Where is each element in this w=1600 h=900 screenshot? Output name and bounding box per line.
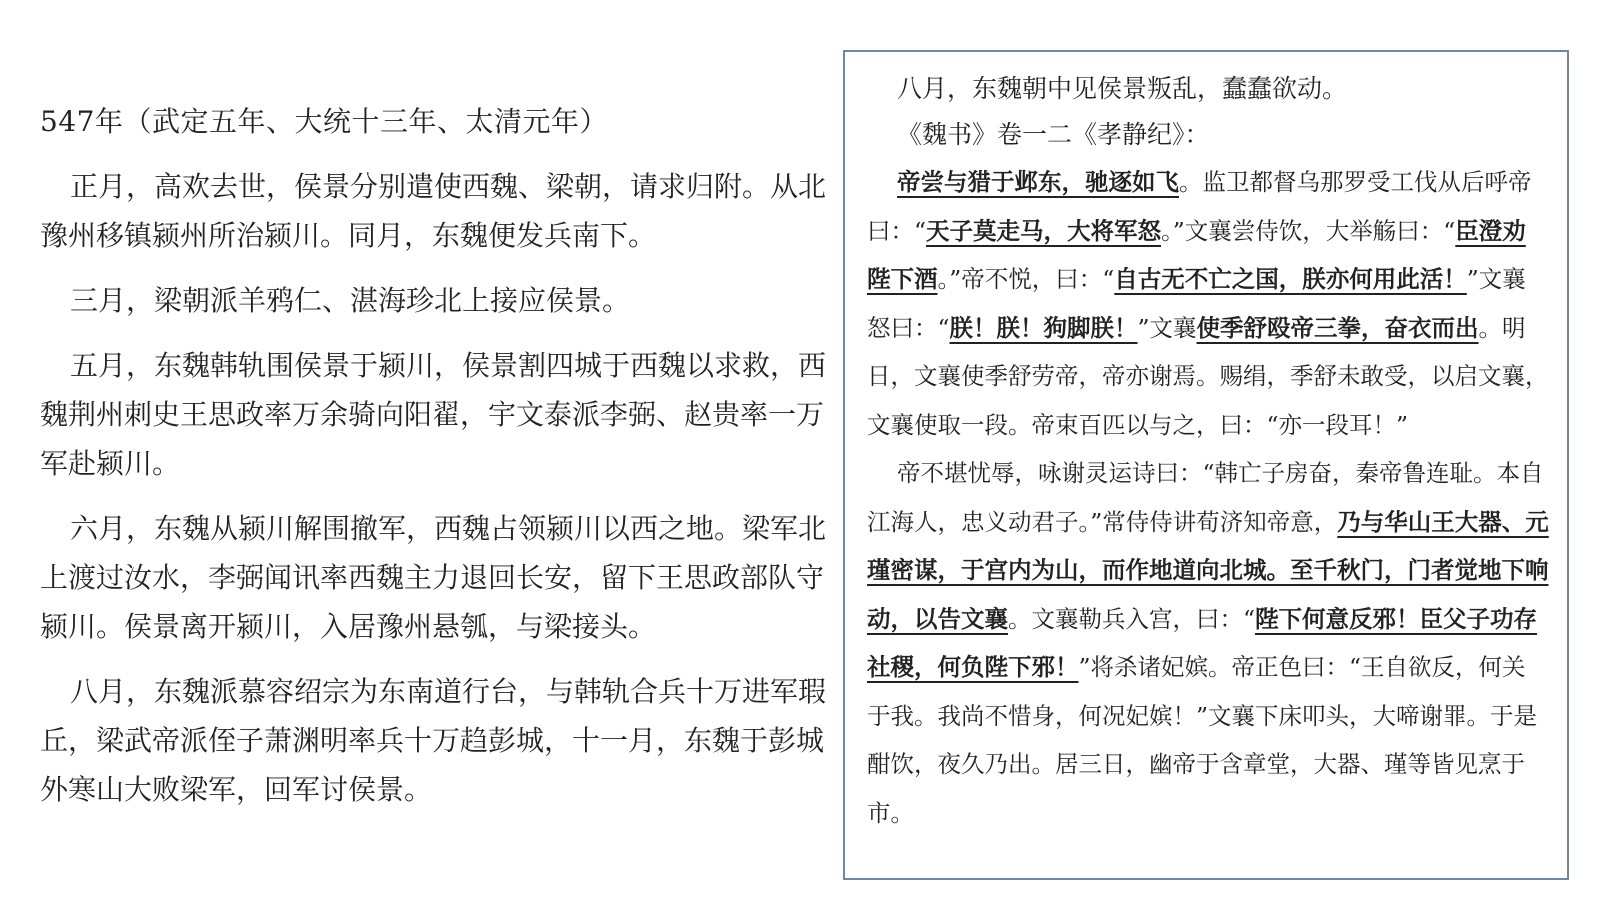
- highlight-text: 帝尝与猎于邺东，驰逐如飞: [897, 168, 1179, 196]
- excerpt-text: 。文襄勒兵入宫，曰：“: [1008, 604, 1256, 633]
- excerpt-text: 帝不堪忧辱，咏谢灵运诗曰：“韩亡子房奋，秦帝鲁连耻。本自江海人，忠义动君子。”常侍侍讲荀济知帝意，: [867, 459, 1544, 536]
- paragraph-june: 六月，东魏从颍川解围撤军，西魏占领颍川以西之地。梁军北上渡过汝水，李弼闻讯率西魏主力退回长安，留下王思政部队守颍川。侯景离开颍川，入居豫州悬瓠，与梁接头。: [40, 512, 827, 643]
- highlight-text: 臣澄劝陛下酒: [867, 216, 1526, 293]
- paragraph-august: 八月，东魏派慕容绍宗为东南道行台，与韩轨合兵十万进军瑕丘，梁武帝派侄子萧渊明率兵十万趋彭城，十一月，东魏于彭城外寒山大败梁军，回军讨侯景。: [40, 675, 827, 806]
- excerpt-text: 。明日，文襄使季舒劳帝，帝亦谢焉。赐绢，季舒未敢受，以启文襄，文襄使取一段。帝束百匹以与之，曰：“亦一段耳！”: [867, 313, 1549, 439]
- highlight-text: 陛下何意反邪！臣父子功存社稷，何负陛下邪！: [867, 604, 1538, 681]
- box-intro: 八月，东魏朝中见侯景叛乱，蠢蠢欲动。: [897, 74, 1348, 103]
- highlight-text: 自古无不亡之国，朕亦何用此活！: [1114, 265, 1467, 293]
- paragraph-may: 五月，东魏韩轨围侯景于颍川，侯景割四城于西魏以求救，西魏荆州刺史王思政率万余骑向阳翟，宇文泰派李弼、赵贵率一万军赴颍川。: [40, 349, 827, 480]
- excerpt-text: 。监卫都督乌那罗受工伐从后呼帝曰：“: [867, 168, 1532, 245]
- left-column: [40, 100, 830, 830]
- quotation-box: [843, 50, 1569, 880]
- excerpt-text: ”文襄: [1137, 313, 1197, 342]
- highlight-text: 乃与华山王大器、元瑾密谋，于宫内为山，而作地道向北城。至千秋门，门者觉地下响动，以告文襄: [867, 507, 1549, 633]
- year-heading: 547年（武定五年、大统十三年、太清元年）: [40, 105, 608, 138]
- excerpt-text: ”将杀诸妃嫔。帝正色曰：“王自欲反，何关于我。我尚不惜身，何况妃嫔！”文襄下床叩头，大啼谢罪。于是酣饮，夜久乃出。居三日，幽帝于含章堂，大器、瑾等皆见烹于市。: [867, 653, 1538, 827]
- highlight-text: 使季舒殴帝三拳，奋衣而出: [1196, 313, 1479, 342]
- excerpt-text: 。”帝不悦，曰：“: [937, 265, 1115, 293]
- highlight-text: 朕！朕！狗脚朕！: [949, 313, 1138, 342]
- excerpt-text: ”文襄怒曰：“: [867, 265, 1526, 342]
- excerpt-text: 。”文襄尝侍饮，大举觞曰：“: [1161, 216, 1456, 245]
- paragraph-january: 正月，高欢去世，侯景分别遣使西魏、梁朝，请求归附。从北豫州移镇颍州所治颍川。同月，东魏便发兵南下。: [40, 170, 827, 252]
- highlight-text: 天子莫走马，大将军怒: [926, 216, 1162, 245]
- excerpt-paragraph-2: [867, 449, 1549, 837]
- excerpt-paragraph-1: [867, 158, 1549, 449]
- source-citation: 《魏书》卷一二《孝静纪》：: [897, 120, 1210, 149]
- paragraph-march: 三月，梁朝派羊鸦仁、湛海珍北上接应侯景。: [70, 284, 631, 317]
